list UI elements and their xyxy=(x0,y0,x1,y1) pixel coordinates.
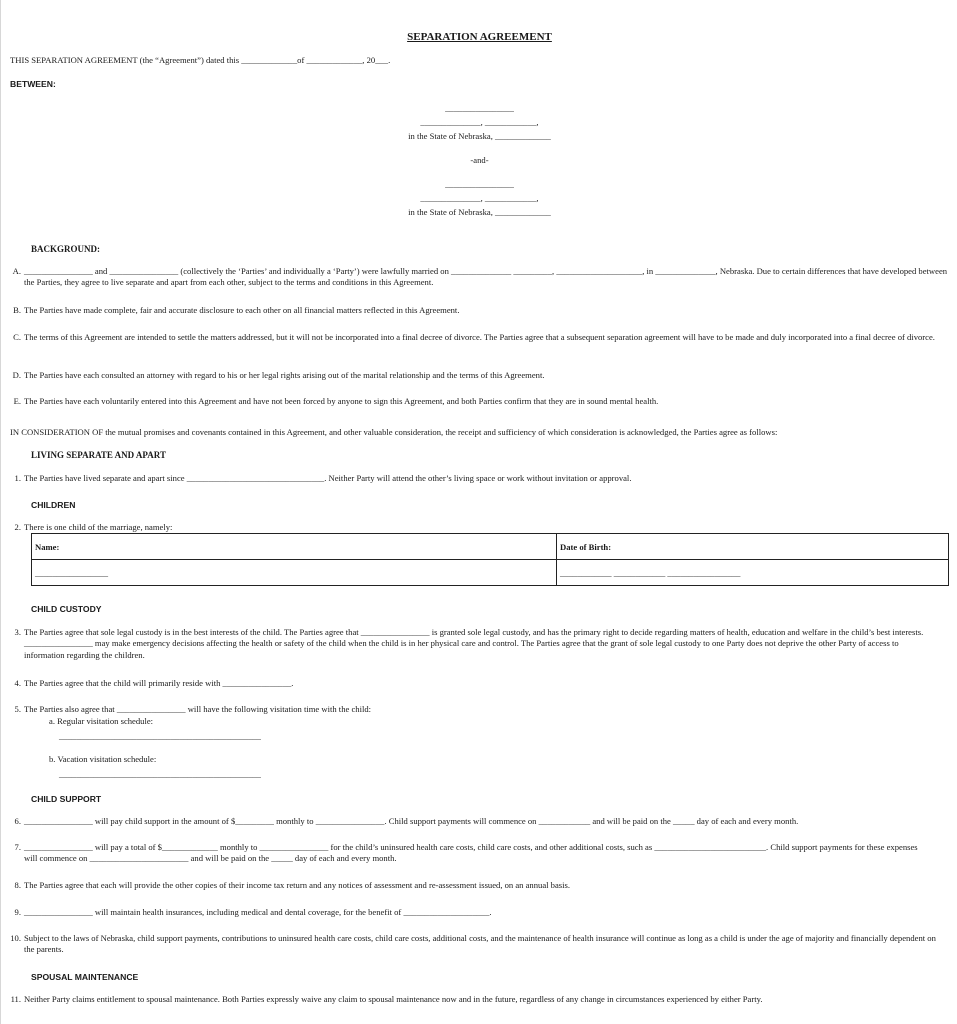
clause-8 xyxy=(1,880,951,892)
item-text: ________________ and ________________ (collectively the ‘Parties’ and individually a ‘Party’) were lawfully married on ______________ _________, ____________________, in ______________, Nebraska. Due to certain differences that have developed between the Parties, they agree to live separate and apart from each other, subject to the terms and conditions in this Agreement. xyxy=(24,266,948,288)
item-number: 2. xyxy=(14,522,21,532)
item-letter: A. xyxy=(12,266,21,276)
item-text: The terms of this Agreement are intended to settle the matters addressed, but it will not be incorporated into a final decree of divorce. The Parties agree that a subsequent separation agreement will have to be made and duly incorporated into a final decree of divorce. xyxy=(24,332,935,342)
party1-state-line: in the State of Nebraska, _____________ xyxy=(408,131,551,141)
consideration-clause: IN CONSIDERATION OF the mutual promises and covenants contained in this Agreement, and other valuable consideration, the receipt and sufficiency of which consideration is acknowledged, the Parties agree as follows: xyxy=(10,427,778,437)
vacation-visitation-line: _______________________________________________ xyxy=(59,769,261,779)
background-item-b xyxy=(1,305,951,317)
item-letter: E. xyxy=(13,396,21,406)
table-header-dob: Date of Birth: xyxy=(557,534,949,560)
item-text: Neither Party claims entitlement to spousal maintenance. Both Parties expressly waive any claim to spousal maintenance now and in the future, regardless of any change in circumstances experienced by either Party. xyxy=(24,994,763,1004)
background-item-e xyxy=(1,396,951,408)
item-number: 9. xyxy=(14,907,21,917)
background-heading: BACKGROUND: xyxy=(31,244,100,254)
item-text: The Parties have made complete, fair and accurate disclosure to each other on all financial matters reflected in this Agreement. xyxy=(24,305,460,315)
item-text: The Parties agree that the child will primarily reside with ________________. xyxy=(24,678,294,688)
clause-10 xyxy=(1,933,951,957)
agreement-intro: THIS SEPARATION AGREEMENT (the “Agreement”) dated this _____________of _____________, 20___. xyxy=(10,55,391,65)
living-heading: LIVING SEPARATE AND APART xyxy=(31,450,166,460)
item-number: 8. xyxy=(14,880,21,890)
item-number: 5. xyxy=(14,704,21,714)
background-item-d xyxy=(1,370,951,382)
clause-7 xyxy=(1,842,951,866)
item-text: The Parties have each consulted an attorney with regard to his or her legal rights arising out of the marital relationship and the terms of this Agreement. xyxy=(24,370,545,380)
item-text: ________________ will maintain health insurances, including medical and dental coverage, for the benefit of ____________________. xyxy=(24,907,492,917)
clause-3 xyxy=(1,627,951,663)
party2-address-line: ______________, ____________, xyxy=(420,193,539,203)
custody-heading: CHILD CUSTODY xyxy=(31,604,102,614)
item-number: 7. xyxy=(14,842,21,852)
item-text: ________________ will pay a total of $_____________ monthly to ________________ for the child’s uninsured health care costs, child care costs, and other additional costs, such as __________________________. Child support payments for these expenses will commence on _______________________ and will be paid on the _____ day of each and every month. xyxy=(24,842,918,864)
item-number: 1. xyxy=(14,473,21,483)
item-text: The Parties agree that sole legal custody is in the best interests of the child. The Parties agree that ________________ is granted sole legal custody, and has the primary right to decide regarding matters of health, education and welfare in the child’s best interests. ________________ may make emergency decisions affecting the health or safety of the child when the child is in her physical care and control. The Parties agree that the grant of sole legal custody to one Party does not deprive the other Party of access to information regarding the children. xyxy=(24,627,924,660)
clause-9 xyxy=(1,907,951,919)
table-cell-name: _________________ xyxy=(32,560,557,586)
clause-4 xyxy=(1,678,951,690)
party2-name-line: ________________ xyxy=(445,179,514,189)
item-text: The Parties have lived separate and apart since ________________________________. Neither Party will attend the other’s living space or work without invitation or approval. xyxy=(24,473,632,483)
clause-1 xyxy=(1,473,951,485)
party2-state-line: in the State of Nebraska, _____________ xyxy=(408,207,551,217)
item-letter: C. xyxy=(13,332,21,342)
table-header-row xyxy=(32,534,949,560)
background-item-a xyxy=(1,266,951,290)
party1-name-line: ________________ xyxy=(445,103,514,113)
item-text: ________________ will pay child support in the amount of $_________ monthly to ________________. Child support payments will commence on ____________ and will be paid on the _____ day of each and every month. xyxy=(24,816,799,826)
table-row xyxy=(32,560,949,586)
item-number: 6. xyxy=(14,816,21,826)
vacation-visitation-label: b. Vacation visitation schedule: xyxy=(49,754,157,764)
and-separator: -and- xyxy=(470,155,489,165)
table-header-name: Name: xyxy=(32,534,557,560)
children-table xyxy=(31,533,949,586)
item-text: The Parties also agree that ________________ will have the following visitation time with the child: xyxy=(24,704,372,714)
item-text: The Parties agree that each will provide the other copies of their income tax return and any notices of assessment and re-assessment issued, on an annual basis. xyxy=(24,880,571,890)
item-number: 4. xyxy=(14,678,21,688)
clause-6 xyxy=(1,816,951,828)
item-text: Subject to the laws of Nebraska, child support payments, contributions to uninsured health care costs, child care costs, additional costs, and the maintenance of health insurance will continue as long as a child is under the age of majority and financially dependent on the parents. xyxy=(24,933,936,955)
clause-11 xyxy=(1,994,951,1006)
table-cell-dob: ____________ ____________ _________________ xyxy=(557,560,949,586)
document-title: SEPARATION AGREEMENT xyxy=(407,31,552,43)
support-heading: CHILD SUPPORT xyxy=(31,794,102,804)
regular-visitation-line: _______________________________________________ xyxy=(59,731,261,741)
spousal-heading: SPOUSAL MAINTENANCE xyxy=(31,972,139,982)
clause-5 xyxy=(1,704,951,716)
item-number: 11. xyxy=(10,994,21,1004)
item-text: The Parties have each voluntarily entered into this Agreement and have not been forced by anyone to sign this Agreement, and both Parties confirm that they are in sound mental health. xyxy=(24,396,659,406)
item-letter: D. xyxy=(12,370,21,380)
party1-address-line: ______________, ____________, xyxy=(420,117,539,127)
item-letter: B. xyxy=(13,305,21,315)
item-text: There is one child of the marriage, namely: xyxy=(24,522,173,532)
regular-visitation-label: a. Regular visitation schedule: xyxy=(49,716,154,726)
item-number: 3. xyxy=(14,627,21,637)
item-number: 10. xyxy=(10,933,21,943)
between-label: BETWEEN: xyxy=(10,79,56,89)
children-heading: CHILDREN xyxy=(31,500,76,510)
background-item-c xyxy=(1,332,951,356)
